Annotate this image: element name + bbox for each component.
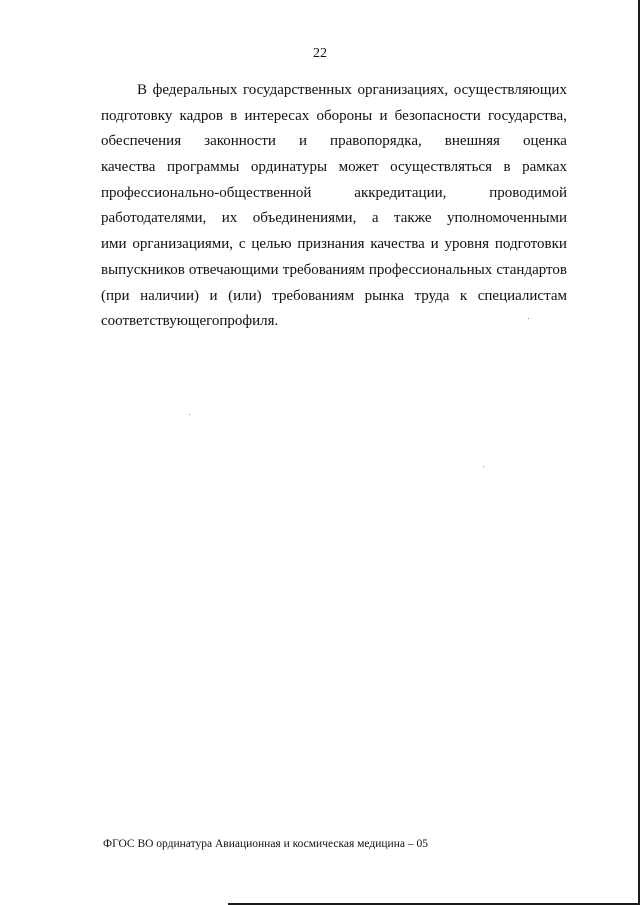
- paragraph-line: [101, 284, 567, 310]
- word: обеспечения: [101, 133, 182, 150]
- paragraph-line: [101, 206, 567, 232]
- word: подготовку: [101, 107, 173, 124]
- word: к: [459, 287, 468, 304]
- word: отвечающими: [188, 261, 279, 278]
- scan-speck: [189, 414, 190, 415]
- word: профессионально-общественной: [101, 184, 312, 201]
- word: требованиям: [272, 287, 355, 304]
- paragraph-line: [101, 258, 567, 284]
- word: подготовки: [494, 236, 567, 253]
- word: правопорядка,: [330, 133, 422, 150]
- word: государственных: [242, 82, 352, 98]
- word: и: [209, 287, 218, 304]
- word: объединениями,: [252, 210, 357, 227]
- word: и: [430, 236, 439, 253]
- word: уровня: [444, 236, 490, 253]
- word: и: [379, 107, 388, 124]
- word: организациях,: [357, 82, 449, 98]
- word: законности: [204, 133, 276, 150]
- word: профиля.: [219, 313, 279, 330]
- word: стандартов: [496, 261, 567, 278]
- word: уполномоченными: [446, 210, 567, 227]
- word: аккредитации,: [354, 184, 447, 201]
- word: государства,: [487, 107, 567, 124]
- paragraph-line: [101, 129, 567, 155]
- word: внешняя: [444, 133, 500, 150]
- word: проводимой: [489, 184, 567, 201]
- paragraph-line: [101, 181, 567, 207]
- word: с: [238, 236, 246, 253]
- word: интересах: [244, 107, 310, 124]
- word: качества: [101, 159, 156, 176]
- word: наличии): [140, 287, 200, 304]
- document-footer: ФГОС ВО ординатура Авиационная и космическая медицина – 05: [103, 838, 428, 850]
- word: оценка: [523, 133, 567, 150]
- word: работодателями,: [101, 210, 207, 227]
- paragraph-line: [101, 309, 567, 335]
- word: в: [503, 159, 511, 176]
- paragraph-line: [101, 232, 567, 258]
- word: ими: [101, 236, 127, 253]
- word: рынка: [364, 287, 404, 304]
- word: обороны: [316, 107, 373, 124]
- word: их: [221, 210, 238, 227]
- word: специалистам: [477, 287, 567, 304]
- paragraph-line: [101, 104, 567, 130]
- paragraph-line: [101, 78, 567, 104]
- paragraph-line: [101, 155, 567, 181]
- word: ординатуры: [250, 159, 328, 176]
- word: профессиональных: [368, 261, 493, 278]
- word: а: [371, 210, 379, 227]
- word: (или): [228, 287, 262, 304]
- body-paragraph: [101, 78, 567, 335]
- word: и: [298, 133, 307, 150]
- word: в: [230, 107, 238, 124]
- word: федеральных: [152, 82, 238, 98]
- word: целью: [251, 236, 292, 253]
- word: кадров: [179, 107, 223, 124]
- word: выпускников: [101, 261, 185, 278]
- scan-speck: [483, 466, 484, 467]
- word: программы: [166, 159, 240, 176]
- word: В: [137, 82, 148, 98]
- word: осуществляться: [390, 159, 492, 176]
- word: организациями,: [132, 236, 234, 253]
- word: качества: [370, 236, 425, 253]
- word: также: [393, 210, 432, 227]
- word: требованиям: [282, 261, 365, 278]
- scan-speck: [528, 318, 529, 319]
- word: может: [338, 159, 379, 176]
- word: осуществляющих: [453, 82, 567, 98]
- word: соответствующего: [101, 313, 220, 330]
- word: рамках: [522, 159, 567, 176]
- word: безопасности: [394, 107, 481, 124]
- page-number: 22: [313, 46, 327, 61]
- word: (при: [101, 287, 130, 304]
- word: признания: [297, 236, 365, 253]
- word: труда: [414, 287, 450, 304]
